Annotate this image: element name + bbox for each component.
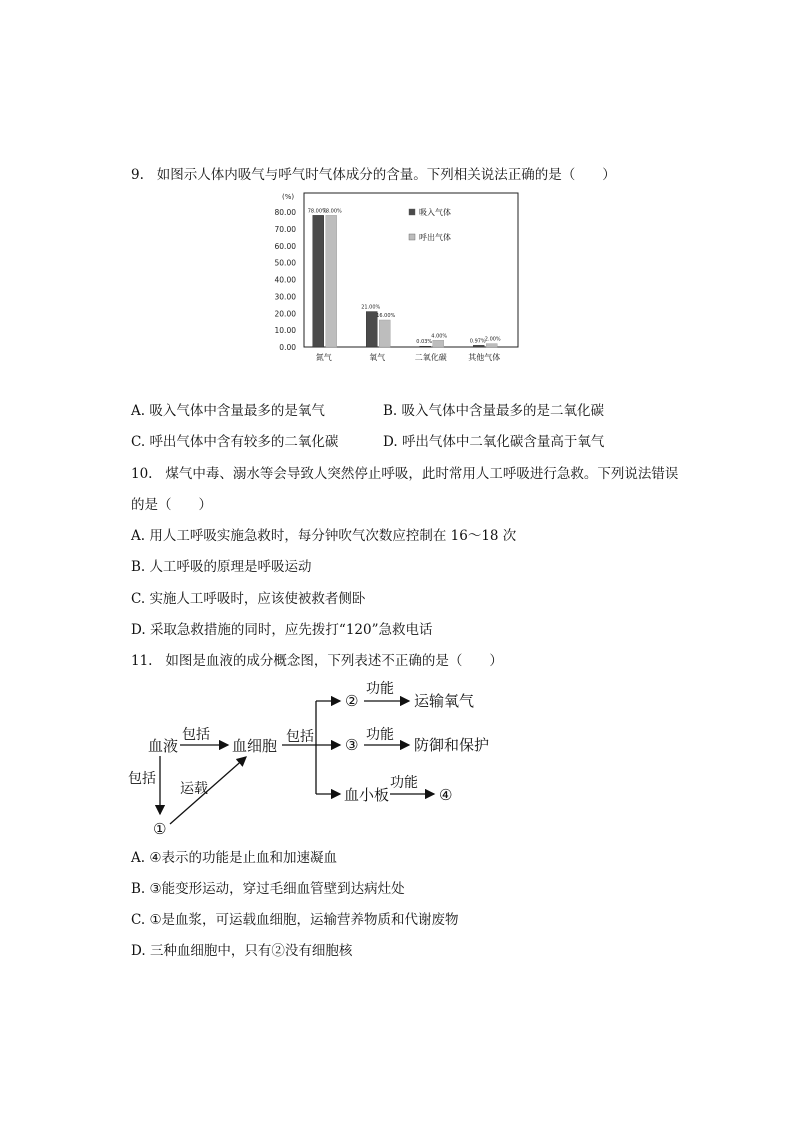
q10-option-b[interactable] <box>131 558 312 576</box>
bar-0-1 <box>326 215 337 347</box>
option-key: D. <box>131 943 146 959</box>
label-include-3: 包括 <box>128 771 156 787</box>
x-tick-label: 氧气 <box>369 353 386 362</box>
legend-swatch <box>409 209 415 215</box>
q10-stem-1: 煤气中毒、溺水等会导致人突然停止呼吸，此时常用人工呼吸进行急救。下列说法错误 <box>165 466 679 482</box>
label-carry: 运载 <box>180 781 208 797</box>
option-key: C. <box>131 912 146 928</box>
option-key: C. <box>131 591 146 607</box>
node-circle-2: ② <box>345 692 359 710</box>
q9-option-d[interactable] <box>383 433 604 451</box>
y-tick-label: 0.00 <box>279 343 296 352</box>
option-text: 采取急救措施的同时，应先拨打“120”急救电话 <box>149 622 433 638</box>
q9-option-b[interactable] <box>383 402 604 420</box>
data-label: 21.00% <box>361 304 381 311</box>
data-label: 78.00% <box>322 208 342 215</box>
node-platelet: 血小板 <box>344 786 390 804</box>
bar-3-0 <box>473 345 484 347</box>
data-label: 16.00% <box>376 313 396 319</box>
option-text: 人工呼吸的原理是呼吸运动 <box>149 559 312 575</box>
option-text: 用人工呼吸实施急救时，每分钟吹气次数应控制在 16～18 次 <box>149 528 517 544</box>
gas-composition-chart <box>268 189 530 367</box>
text-defense: 防御和保护 <box>414 736 490 754</box>
label-function-2: 功能 <box>366 727 394 743</box>
option-key: B. <box>131 881 146 897</box>
bar-2-0 <box>420 346 431 347</box>
x-tick-label: 其他气体 <box>468 353 501 362</box>
option-key: D. <box>131 622 146 638</box>
q10-number: 10. <box>131 466 153 482</box>
q11-number: 11. <box>131 653 153 669</box>
node-blood: 血液 <box>148 737 179 755</box>
q9-option-c[interactable] <box>131 433 338 451</box>
option-key: D. <box>383 434 398 450</box>
q10-stem-line1 <box>131 465 678 483</box>
option-text: ①是血浆，可运载血细胞，运输营养物质和代谢废物 <box>149 912 459 928</box>
label-function-3: 功能 <box>390 775 418 791</box>
q10-stem-line2: 的是（ ） <box>131 497 212 513</box>
node-blood-cells: 血细胞 <box>232 737 278 755</box>
y-tick-label: 60.00 <box>274 241 296 251</box>
bar-chart-svg <box>268 189 530 367</box>
q11-stem: 如图是血液的成分概念图，下列表述不正确的是（ ） <box>165 653 503 669</box>
y-tick-label: 40.00 <box>274 275 296 285</box>
bar-0-0 <box>313 215 324 347</box>
x-tick-label: 二氧化碳 <box>414 353 447 362</box>
legend-label: 呼出气体 <box>419 233 451 242</box>
y-unit-label: (%) <box>282 193 295 201</box>
y-tick-label: 30.00 <box>274 292 296 302</box>
q11-option-a[interactable] <box>131 849 337 867</box>
blood-concept-diagram <box>128 676 508 841</box>
data-label: 2.00% <box>484 336 501 343</box>
x-tick-label: 氮气 <box>315 353 332 362</box>
legend-swatch <box>409 234 415 240</box>
option-text: ④表示的功能是止血和加速凝血 <box>149 850 337 866</box>
data-label: 0.03% <box>416 339 433 346</box>
option-text: 实施人工呼吸时，应该使被救者侧卧 <box>149 591 366 607</box>
text-transport-oxygen: 运输氧气 <box>414 692 475 710</box>
y-tick-label: 10.00 <box>274 326 296 336</box>
y-tick-label: 70.00 <box>274 224 296 234</box>
option-key: C. <box>131 434 146 450</box>
q11-option-c[interactable] <box>131 911 459 929</box>
node-circle-1: ① <box>153 820 167 838</box>
option-text: 三种血细胞中，只有②没有细胞核 <box>149 943 353 959</box>
q11-stem-line <box>131 652 503 670</box>
legend-label: 吸入气体 <box>419 208 451 217</box>
node-circle-3: ③ <box>345 736 359 754</box>
option-key: B. <box>383 403 398 419</box>
q9-stem: 如图示人体内吸气与呼气时气体成分的含量。下列相关说法正确的是（ ） <box>156 167 616 183</box>
q9-stem-line <box>131 166 616 184</box>
q11-option-d[interactable] <box>131 942 352 960</box>
option-text: 呼出气体中含有较多的二氧化碳 <box>149 434 339 450</box>
option-text: ③能变形运动，穿过毛细血管壁到达病灶处 <box>149 881 405 897</box>
y-tick-label: 80.00 <box>274 208 296 217</box>
q9-number: 9. <box>131 167 144 183</box>
bar-3-1 <box>486 344 497 347</box>
option-text: 吸入气体中含量最多的是二氧化碳 <box>401 403 605 419</box>
data-label: 78.00% <box>307 208 327 215</box>
data-label: 4.00% <box>431 333 448 340</box>
label-include-1: 包括 <box>182 727 210 743</box>
y-tick-label: 50.00 <box>274 258 296 268</box>
label-function-1: 功能 <box>366 681 394 697</box>
option-key: B. <box>131 559 146 575</box>
node-circle-4: ④ <box>439 786 453 804</box>
q10-option-a[interactable] <box>131 527 516 545</box>
bar-2-1 <box>433 340 444 347</box>
option-key: A. <box>131 850 146 866</box>
concept-map-svg <box>128 676 508 841</box>
option-key: A. <box>131 528 146 544</box>
option-text: 吸入气体中含量最多的是氧气 <box>149 403 325 419</box>
label-include-2: 包括 <box>286 729 314 745</box>
q9-option-a[interactable] <box>131 402 325 420</box>
data-label: 0.97% <box>469 338 486 345</box>
option-key: A. <box>131 403 146 419</box>
q11-option-b[interactable] <box>131 880 405 898</box>
bar-1-1 <box>379 320 390 347</box>
option-text: 呼出气体中二氧化碳含量高于氧气 <box>401 434 605 450</box>
q10-option-d[interactable] <box>131 621 433 639</box>
y-tick-label: 20.00 <box>274 309 296 319</box>
q10-option-c[interactable] <box>131 590 365 608</box>
